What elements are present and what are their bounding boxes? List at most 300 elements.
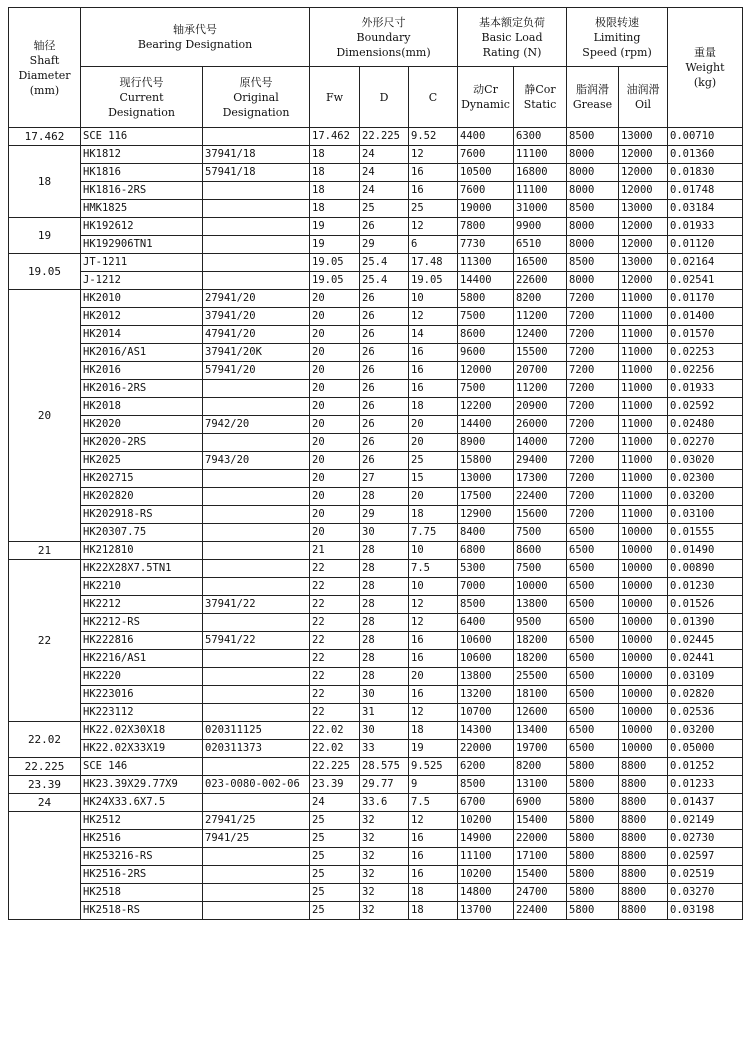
weight-cell: 0.01437 (668, 794, 743, 812)
weight-cell: 0.01830 (668, 164, 743, 182)
original-designation-cell: 7942/20 (203, 416, 310, 434)
static-load-cell: 12400 (514, 326, 567, 344)
static-load-cell: 6510 (514, 236, 567, 254)
grease-speed-cell: 6500 (567, 722, 619, 740)
grease-speed-cell: 6500 (567, 560, 619, 578)
weight-cell: 0.00710 (668, 128, 743, 146)
d-cell: 31 (360, 704, 409, 722)
fw-cell: 22.02 (310, 740, 360, 758)
fw-cell: 22 (310, 686, 360, 704)
c-cell: 12 (409, 614, 458, 632)
weight-cell: 0.05000 (668, 740, 743, 758)
fw-cell: 19.05 (310, 254, 360, 272)
table-row (9, 128, 743, 146)
d-cell: 26 (360, 416, 409, 434)
table-row (9, 524, 743, 542)
static-load-cell: 13100 (514, 776, 567, 794)
grease-speed-cell: 7200 (567, 470, 619, 488)
current-designation-cell: HK2016 (81, 362, 203, 380)
grease-speed-cell: 7200 (567, 506, 619, 524)
d-cell: 28 (360, 578, 409, 596)
weight-cell: 0.01360 (668, 146, 743, 164)
weight-cell: 0.01252 (668, 758, 743, 776)
table-row (9, 614, 743, 632)
static-load-cell: 6300 (514, 128, 567, 146)
original-designation-cell: 020311373 (203, 740, 310, 758)
shaft-diameter-cell (9, 812, 81, 920)
d-cell: 26 (360, 308, 409, 326)
d-cell: 28 (360, 488, 409, 506)
grease-speed-cell: 5800 (567, 812, 619, 830)
table-row (9, 740, 743, 758)
original-designation-cell: 57941/18 (203, 164, 310, 182)
table-row (9, 560, 743, 578)
d-cell: 32 (360, 866, 409, 884)
c-cell: 16 (409, 848, 458, 866)
oil-speed-cell: 13000 (619, 254, 668, 272)
current-designation-cell: SCE 146 (81, 758, 203, 776)
d-cell: 28.575 (360, 758, 409, 776)
oil-speed-cell: 11000 (619, 362, 668, 380)
grease-speed-cell: 6500 (567, 614, 619, 632)
grease-speed-cell: 5800 (567, 758, 619, 776)
oil-speed-cell: 12000 (619, 182, 668, 200)
c-cell: 15 (409, 470, 458, 488)
shaft-diameter-cell: 21 (9, 542, 81, 560)
dynamic-load-cell: 6800 (458, 542, 514, 560)
static-load-cell: 9900 (514, 218, 567, 236)
static-load-cell: 6900 (514, 794, 567, 812)
fw-cell: 22 (310, 704, 360, 722)
dynamic-load-cell: 7500 (458, 308, 514, 326)
d-cell: 32 (360, 884, 409, 902)
fw-cell: 20 (310, 290, 360, 308)
current-designation-cell: HK202918-RS (81, 506, 203, 524)
c-cell: 25 (409, 452, 458, 470)
table-row (9, 236, 743, 254)
c-cell: 19 (409, 740, 458, 758)
static-load-cell: 13400 (514, 722, 567, 740)
oil-speed-cell: 8800 (619, 794, 668, 812)
weight-cell: 0.02597 (668, 848, 743, 866)
dynamic-load-cell: 6200 (458, 758, 514, 776)
current-designation-cell: HK2512 (81, 812, 203, 830)
shaft-diameter-cell: 17.462 (9, 128, 81, 146)
c-cell: 10 (409, 290, 458, 308)
original-designation-cell (203, 524, 310, 542)
bearing-spec-sheet (8, 7, 742, 920)
dynamic-load-cell: 13800 (458, 668, 514, 686)
grease-speed-cell: 5800 (567, 866, 619, 884)
static-load-cell: 14000 (514, 434, 567, 452)
table-row (9, 452, 743, 470)
original-designation-cell (203, 218, 310, 236)
original-designation-cell (203, 470, 310, 488)
grease-speed-cell: 7200 (567, 308, 619, 326)
table-row (9, 398, 743, 416)
c-cell: 16 (409, 362, 458, 380)
table-row (9, 632, 743, 650)
dynamic-load-cell: 6400 (458, 614, 514, 632)
c-cell: 9.52 (409, 128, 458, 146)
weight-cell: 0.02300 (668, 470, 743, 488)
original-designation-cell (203, 254, 310, 272)
oil-speed-cell: 8800 (619, 758, 668, 776)
basic-load-rating-header: 基本额定负荷 Basic Load Rating (N) (458, 8, 567, 67)
table-row (9, 884, 743, 902)
grease-speed-cell: 5800 (567, 884, 619, 902)
current-designation-cell: HK2020-2RS (81, 434, 203, 452)
weight-cell: 0.02270 (668, 434, 743, 452)
original-designation-cell (203, 650, 310, 668)
oil-speed-cell: 8800 (619, 848, 668, 866)
oil-speed-cell: 10000 (619, 614, 668, 632)
weight-cell: 0.01230 (668, 578, 743, 596)
static-load-cell: 18200 (514, 632, 567, 650)
static-load-cell: 9500 (514, 614, 567, 632)
oil-speed-cell: 12000 (619, 164, 668, 182)
grease-speed-cell: 6500 (567, 542, 619, 560)
dynamic-load-header: 动Cr Dynamic (458, 67, 514, 128)
grease-speed-cell: 6500 (567, 524, 619, 542)
original-designation-cell (203, 848, 310, 866)
oil-speed-cell: 13000 (619, 128, 668, 146)
c-cell: 7.5 (409, 794, 458, 812)
d-cell: 26 (360, 380, 409, 398)
original-designation-cell (203, 506, 310, 524)
current-designation-cell: HK202715 (81, 470, 203, 488)
original-designation-cell: 27941/25 (203, 812, 310, 830)
current-designation-cell: HK2518-RS (81, 902, 203, 920)
original-designation-cell (203, 884, 310, 902)
weight-cell: 0.03109 (668, 668, 743, 686)
current-designation-cell: HK2518 (81, 884, 203, 902)
oil-speed-cell: 10000 (619, 560, 668, 578)
table-row (9, 866, 743, 884)
original-designation-cell (203, 236, 310, 254)
dynamic-load-cell: 8500 (458, 596, 514, 614)
fw-cell: 19.05 (310, 272, 360, 290)
fw-cell: 20 (310, 470, 360, 488)
table-row (9, 848, 743, 866)
original-designation-cell: 37941/22 (203, 596, 310, 614)
grease-speed-cell: 7200 (567, 416, 619, 434)
current-designation-cell: HK22X28X7.5TN1 (81, 560, 203, 578)
original-designation-cell: 47941/20 (203, 326, 310, 344)
d-cell: 32 (360, 848, 409, 866)
dynamic-load-cell: 10200 (458, 866, 514, 884)
d-cell: 30 (360, 722, 409, 740)
table-row (9, 182, 743, 200)
dynamic-load-cell: 7600 (458, 182, 514, 200)
dynamic-load-cell: 14400 (458, 416, 514, 434)
oil-speed-cell: 13000 (619, 200, 668, 218)
c-cell: 10 (409, 578, 458, 596)
weight-cell: 0.03100 (668, 506, 743, 524)
static-load-cell: 18200 (514, 650, 567, 668)
d-cell: 26 (360, 344, 409, 362)
d-cell: 30 (360, 686, 409, 704)
oil-speed-cell: 11000 (619, 488, 668, 506)
shaft-diameter-cell: 22.02 (9, 722, 81, 758)
d-cell: 24 (360, 146, 409, 164)
c-header: C (409, 67, 458, 128)
grease-speed-cell: 5800 (567, 794, 619, 812)
table-row (9, 794, 743, 812)
fw-cell: 20 (310, 362, 360, 380)
c-cell: 10 (409, 542, 458, 560)
current-designation-cell: SCE 116 (81, 128, 203, 146)
current-designation-cell: HK2212 (81, 596, 203, 614)
weight-cell: 0.01120 (668, 236, 743, 254)
fw-cell: 20 (310, 398, 360, 416)
d-cell: 25.4 (360, 254, 409, 272)
static-load-cell: 8600 (514, 542, 567, 560)
d-header: D (360, 67, 409, 128)
static-load-cell: 31000 (514, 200, 567, 218)
d-cell: 28 (360, 614, 409, 632)
weight-cell: 0.02536 (668, 704, 743, 722)
c-cell: 16 (409, 164, 458, 182)
d-cell: 28 (360, 596, 409, 614)
weight-cell: 0.01233 (668, 776, 743, 794)
original-designation-cell: 37941/20 (203, 308, 310, 326)
current-designation-cell: HK2212-RS (81, 614, 203, 632)
fw-cell: 24 (310, 794, 360, 812)
static-load-cell: 29400 (514, 452, 567, 470)
weight-cell: 0.02149 (668, 812, 743, 830)
d-cell: 29.77 (360, 776, 409, 794)
current-designation-cell: HK1812 (81, 146, 203, 164)
table-row (9, 704, 743, 722)
original-designation-cell (203, 542, 310, 560)
weight-cell: 0.02256 (668, 362, 743, 380)
table-row (9, 326, 743, 344)
current-designation-cell: HK1816 (81, 164, 203, 182)
weight-cell: 0.02592 (668, 398, 743, 416)
original-designation-cell (203, 902, 310, 920)
current-designation-cell: HK2516 (81, 830, 203, 848)
table-row (9, 416, 743, 434)
d-cell: 29 (360, 236, 409, 254)
shaft-diameter-cell: 18 (9, 146, 81, 218)
dynamic-load-cell: 10500 (458, 164, 514, 182)
fw-cell: 25 (310, 812, 360, 830)
grease-speed-cell: 7200 (567, 362, 619, 380)
grease-speed-cell: 8000 (567, 272, 619, 290)
oil-speed-cell: 12000 (619, 146, 668, 164)
current-designation-cell: HK2016-2RS (81, 380, 203, 398)
fw-cell: 20 (310, 452, 360, 470)
d-cell: 26 (360, 290, 409, 308)
original-designation-cell: 020311125 (203, 722, 310, 740)
fw-cell: 20 (310, 506, 360, 524)
table-row (9, 812, 743, 830)
c-cell: 20 (409, 416, 458, 434)
fw-cell: 20 (310, 344, 360, 362)
grease-speed-cell: 5800 (567, 848, 619, 866)
weight-cell: 0.03200 (668, 488, 743, 506)
d-cell: 28 (360, 668, 409, 686)
current-designation-cell: HK1816-2RS (81, 182, 203, 200)
dynamic-load-cell: 10600 (458, 650, 514, 668)
oil-speed-cell: 11000 (619, 290, 668, 308)
fw-cell: 22.225 (310, 758, 360, 776)
static-load-cell: 8200 (514, 290, 567, 308)
weight-cell: 0.02445 (668, 632, 743, 650)
oil-speed-cell: 12000 (619, 218, 668, 236)
grease-speed-cell: 6500 (567, 740, 619, 758)
grease-speed-cell: 6500 (567, 578, 619, 596)
bearing-table (8, 7, 743, 920)
original-designation-cell (203, 704, 310, 722)
current-designation-cell: HK202820 (81, 488, 203, 506)
table-row (9, 542, 743, 560)
grease-speed-cell: 7200 (567, 488, 619, 506)
static-load-cell: 15400 (514, 866, 567, 884)
dynamic-load-cell: 8500 (458, 776, 514, 794)
table-body (9, 128, 743, 920)
fw-cell: 23.39 (310, 776, 360, 794)
fw-cell: 22 (310, 668, 360, 686)
weight-cell: 0.02730 (668, 830, 743, 848)
table-row (9, 902, 743, 920)
current-designation-cell: HK2025 (81, 452, 203, 470)
oil-speed-cell: 10000 (619, 542, 668, 560)
c-cell: 20 (409, 434, 458, 452)
original-designation-cell (203, 686, 310, 704)
d-cell: 26 (360, 434, 409, 452)
table-row (9, 650, 743, 668)
grease-speed-cell: 8000 (567, 218, 619, 236)
c-cell: 16 (409, 830, 458, 848)
original-designation-cell (203, 182, 310, 200)
weight-cell: 0.03270 (668, 884, 743, 902)
grease-speed-cell: 6500 (567, 596, 619, 614)
original-designation-cell (203, 794, 310, 812)
dynamic-load-cell: 8400 (458, 524, 514, 542)
oil-speed-cell: 8800 (619, 884, 668, 902)
weight-cell: 0.02441 (668, 650, 743, 668)
oil-speed-header: 油润滑 Oil (619, 67, 668, 128)
oil-speed-cell: 10000 (619, 668, 668, 686)
d-cell: 28 (360, 632, 409, 650)
oil-speed-cell: 10000 (619, 650, 668, 668)
c-cell: 17.48 (409, 254, 458, 272)
weight-cell: 0.01933 (668, 218, 743, 236)
dynamic-load-cell: 7000 (458, 578, 514, 596)
table-row (9, 434, 743, 452)
grease-speed-cell: 6500 (567, 668, 619, 686)
oil-speed-cell: 10000 (619, 578, 668, 596)
current-designation-cell: HK23.39X29.77X9 (81, 776, 203, 794)
c-cell: 14 (409, 326, 458, 344)
weight-cell: 0.01933 (668, 380, 743, 398)
grease-speed-cell: 6500 (567, 650, 619, 668)
shaft-diameter-cell: 22 (9, 560, 81, 722)
fw-cell: 25 (310, 866, 360, 884)
original-designation-cell: 7941/25 (203, 830, 310, 848)
table-row (9, 830, 743, 848)
dynamic-load-cell: 12200 (458, 398, 514, 416)
c-cell: 12 (409, 812, 458, 830)
static-load-cell: 26000 (514, 416, 567, 434)
dynamic-load-cell: 22000 (458, 740, 514, 758)
grease-speed-cell: 8000 (567, 146, 619, 164)
grease-speed-cell: 7200 (567, 434, 619, 452)
fw-cell: 20 (310, 416, 360, 434)
original-designation-cell (203, 866, 310, 884)
table-row (9, 470, 743, 488)
static-load-cell: 15500 (514, 344, 567, 362)
weight-cell: 0.02480 (668, 416, 743, 434)
current-designation-cell: JT-1211 (81, 254, 203, 272)
oil-speed-cell: 11000 (619, 416, 668, 434)
grease-speed-cell: 7200 (567, 380, 619, 398)
table-row (9, 218, 743, 236)
current-designation-cell: HK2020 (81, 416, 203, 434)
table-row (9, 758, 743, 776)
dynamic-load-cell: 10700 (458, 704, 514, 722)
table-row (9, 596, 743, 614)
current-designation-cell: HK222816 (81, 632, 203, 650)
current-designation-cell: HK22.02X33X19 (81, 740, 203, 758)
fw-cell: 25 (310, 884, 360, 902)
static-load-cell: 20700 (514, 362, 567, 380)
weight-cell: 0.01390 (668, 614, 743, 632)
current-designation-cell: HK2516-2RS (81, 866, 203, 884)
grease-speed-header: 脂润滑 Grease (567, 67, 619, 128)
fw-cell: 19 (310, 218, 360, 236)
current-designation-cell: HK212810 (81, 542, 203, 560)
grease-speed-cell: 7200 (567, 290, 619, 308)
oil-speed-cell: 12000 (619, 236, 668, 254)
fw-cell: 25 (310, 848, 360, 866)
c-cell: 16 (409, 380, 458, 398)
weight-cell: 0.01490 (668, 542, 743, 560)
d-cell: 27 (360, 470, 409, 488)
dynamic-load-cell: 7600 (458, 146, 514, 164)
weight-cell: 0.01748 (668, 182, 743, 200)
table-row (9, 200, 743, 218)
c-cell: 12 (409, 704, 458, 722)
grease-speed-cell: 8000 (567, 182, 619, 200)
grease-speed-cell: 7200 (567, 344, 619, 362)
weight-cell: 0.01170 (668, 290, 743, 308)
dynamic-load-cell: 13200 (458, 686, 514, 704)
dynamic-load-cell: 12900 (458, 506, 514, 524)
fw-cell: 20 (310, 308, 360, 326)
original-designation-cell (203, 560, 310, 578)
static-load-cell: 16800 (514, 164, 567, 182)
d-cell: 26 (360, 218, 409, 236)
original-designation-cell: 023-0080-002-06 (203, 776, 310, 794)
oil-speed-cell: 8800 (619, 776, 668, 794)
dynamic-load-cell: 11300 (458, 254, 514, 272)
oil-speed-cell: 11000 (619, 380, 668, 398)
dynamic-load-cell: 5300 (458, 560, 514, 578)
c-cell: 16 (409, 344, 458, 362)
grease-speed-cell: 6500 (567, 704, 619, 722)
original-designation-cell (203, 200, 310, 218)
c-cell: 18 (409, 506, 458, 524)
d-cell: 22.225 (360, 128, 409, 146)
weight-cell: 0.02164 (668, 254, 743, 272)
weight-cell: 0.03184 (668, 200, 743, 218)
oil-speed-cell: 11000 (619, 506, 668, 524)
oil-speed-cell: 8800 (619, 902, 668, 920)
dynamic-load-cell: 14400 (458, 272, 514, 290)
